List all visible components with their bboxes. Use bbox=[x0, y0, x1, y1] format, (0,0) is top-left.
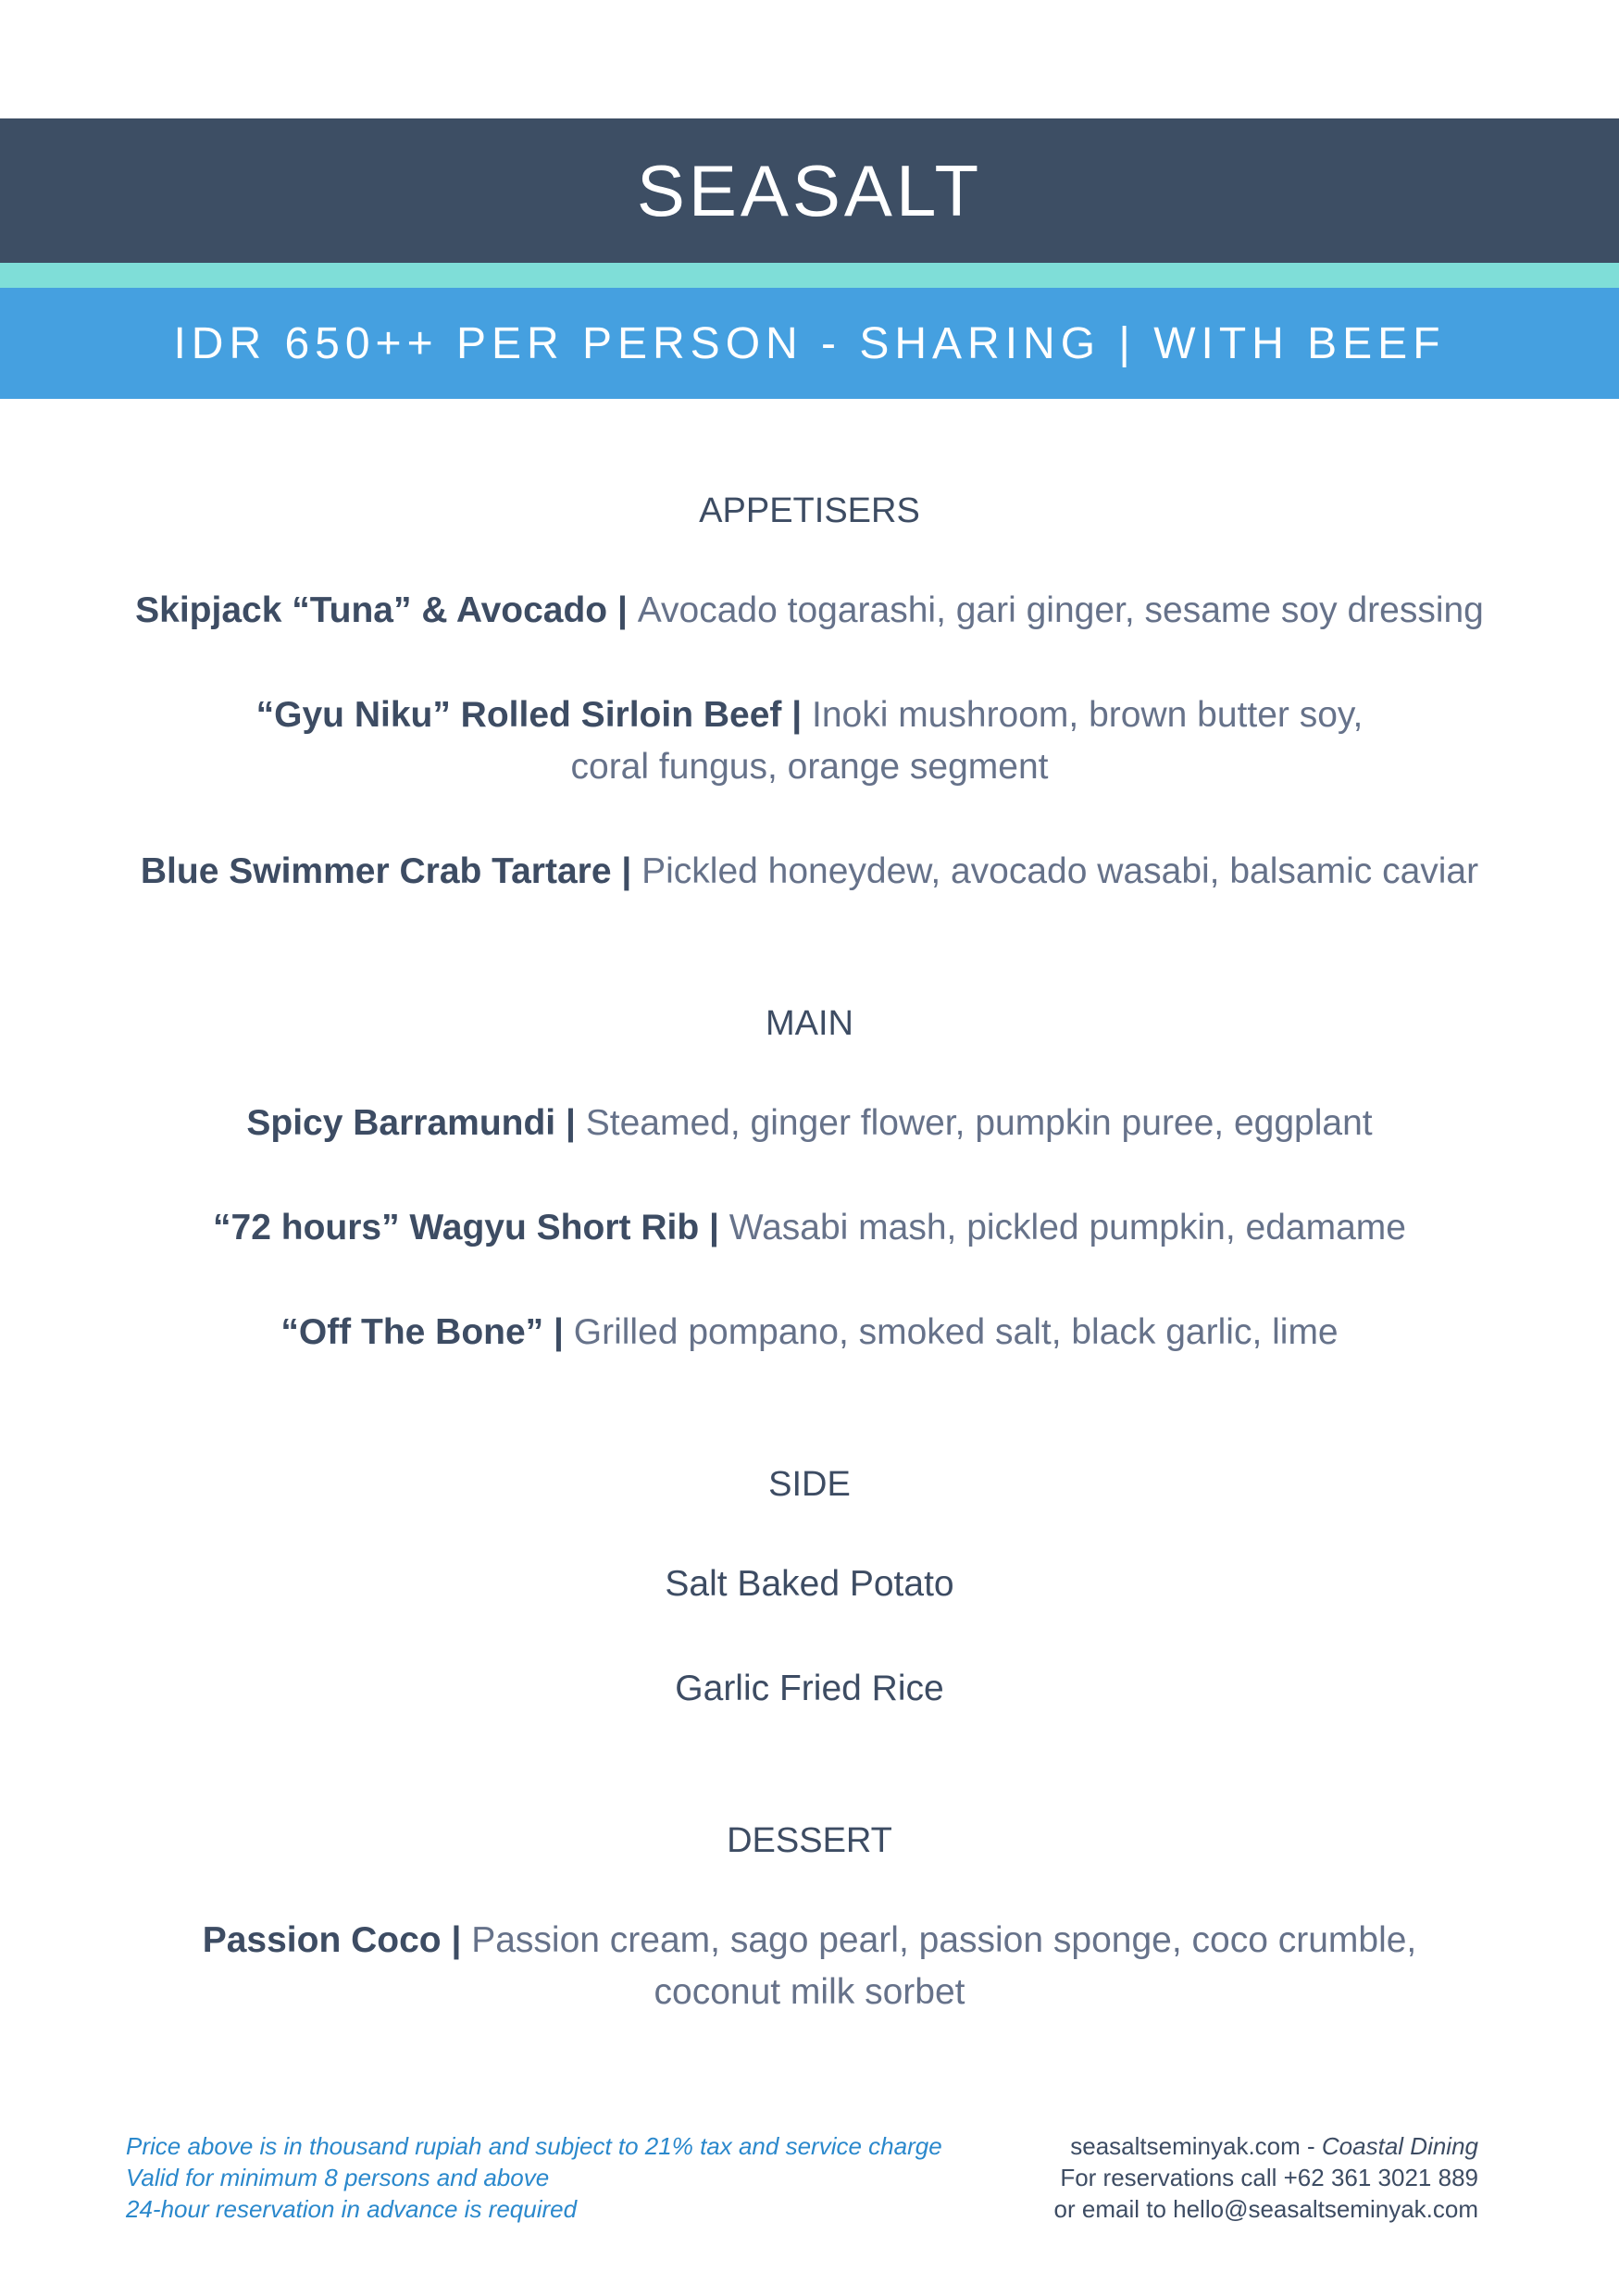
dish-name: Garlic Fried Rice bbox=[675, 1669, 944, 1708]
menu-item bbox=[0, 1202, 1619, 1254]
website-dash: - bbox=[1300, 2132, 1322, 2160]
dish-description: Passion cream, sago pearl, passion sponge, coco crumble, bbox=[471, 1920, 1417, 1960]
section-title: APPETISERS bbox=[699, 491, 920, 530]
separator: | bbox=[621, 851, 642, 891]
brand-logo: SEASALT bbox=[636, 149, 983, 231]
website-line bbox=[1054, 2130, 1478, 2162]
dish-description: Wasabi mash, pickled pumpkin, edamame bbox=[729, 1208, 1406, 1247]
separator: | bbox=[616, 590, 638, 630]
dish-name: Salt Baked Potato bbox=[665, 1564, 954, 1604]
tagline: Coastal Dining bbox=[1321, 2132, 1478, 2160]
menu-item bbox=[0, 689, 1619, 793]
email-line: or email to hello@seasaltseminyak.com bbox=[1053, 2195, 1478, 2223]
accent-strip bbox=[0, 263, 1619, 288]
reservations-line: For reservations call +62 361 3021 889 bbox=[1060, 2164, 1478, 2191]
dish-description: Steamed, ginger flower, pumpkin puree, eggplant bbox=[585, 1103, 1373, 1143]
section-appetisers bbox=[0, 481, 1619, 898]
separator: | bbox=[554, 1312, 574, 1352]
dish-name: “Off The Bone” bbox=[280, 1312, 544, 1352]
dish-name: Passion Coco bbox=[202, 1920, 442, 1960]
menu-item bbox=[0, 1663, 1619, 1715]
footer-contact bbox=[1054, 2130, 1478, 2225]
footer-note: 24-hour reservation in advance is required bbox=[126, 2195, 578, 2223]
dish-name: Spicy Barramundi bbox=[246, 1103, 556, 1143]
menu-item bbox=[0, 1558, 1619, 1610]
dish-description: Pickled honeydew, avocado wasabi, balsamic caviar bbox=[641, 851, 1479, 891]
footer-note: Price above is in thousand rupiah and subject to 21% tax and service charge bbox=[126, 2132, 942, 2160]
menu-item bbox=[0, 1307, 1619, 1359]
separator: | bbox=[791, 695, 812, 735]
dish-description-cont: coral fungus, orange segment bbox=[570, 747, 1049, 787]
price-banner-text: IDR 650++ PER PERSON - SHARING | WITH BEEF bbox=[173, 318, 1446, 368]
menu-item bbox=[0, 1915, 1619, 2018]
dish-name: “Gyu Niku” Rolled Sirloin Beef bbox=[255, 695, 782, 735]
menu bbox=[0, 481, 1619, 2018]
dish-name: Blue Swimmer Crab Tartare bbox=[140, 851, 612, 891]
footer-notes bbox=[126, 2130, 942, 2225]
menu-item bbox=[0, 1098, 1619, 1149]
menu-item bbox=[0, 846, 1619, 898]
section-title: MAIN bbox=[766, 1004, 853, 1043]
header-band bbox=[0, 118, 1619, 263]
dish-name: “72 hours” Wagyu Short Rib bbox=[213, 1208, 700, 1247]
menu-item bbox=[0, 585, 1619, 637]
dish-name: Skipjack “Tuna” & Avocado bbox=[135, 590, 608, 630]
footer-note: Valid for minimum 8 persons and above bbox=[126, 2164, 550, 2191]
separator: | bbox=[451, 1920, 472, 1960]
dish-description-cont: coconut milk sorbet bbox=[654, 1972, 965, 2012]
separator: | bbox=[566, 1103, 586, 1143]
dish-description: Grilled pompano, smoked salt, black garlic, lime bbox=[573, 1312, 1339, 1352]
section-main bbox=[0, 994, 1619, 1359]
section-dessert bbox=[0, 1811, 1619, 2018]
section-title: DESSERT bbox=[727, 1821, 892, 1860]
section-title: SIDE bbox=[768, 1465, 851, 1504]
separator: | bbox=[708, 1208, 729, 1247]
dish-description: Inoki mushroom, brown butter soy, bbox=[811, 695, 1364, 735]
section-side bbox=[0, 1455, 1619, 1715]
price-banner bbox=[0, 288, 1619, 399]
website-link[interactable]: seasaltseminyak.com bbox=[1070, 2132, 1301, 2160]
dish-description: Avocado togarashi, gari ginger, sesame soy dressing bbox=[637, 590, 1484, 630]
